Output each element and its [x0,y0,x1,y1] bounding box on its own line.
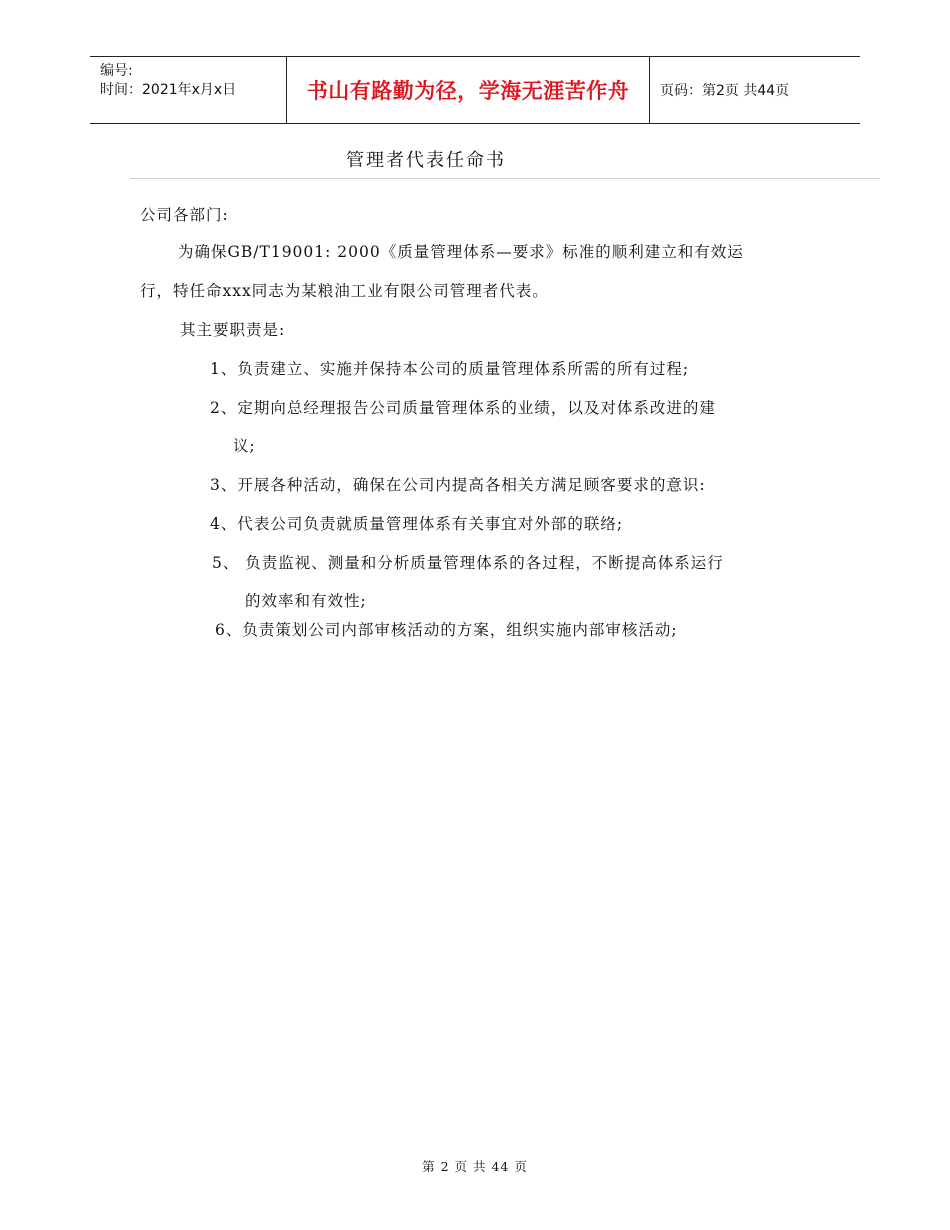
header-meta-cell [90,57,287,123]
duty-item-1: 1、负责建立、实施并保持本公司的质量管理体系所需的所有过程; [210,360,690,378]
duty-item-2-continuation: 议; [233,437,256,455]
intro-paragraph-line-2: 行，特任命xxx同志为某粮油工业有限公司管理者代表。 [140,282,549,300]
page-footer: 第 2 页 共 44 页 [422,1159,528,1174]
document-time-label: 时间：2021年x月x日 [100,82,237,98]
intro-paragraph-line-1: 为确保GB/T19001: 2000《质量管理体系—要求》标准的顺利建立和有效运 [178,243,744,261]
duties-heading: 其主要职责是: [180,321,286,339]
duty-item-5-continuation: 的效率和有效性; [245,592,367,610]
document-title: 管理者代表任命书 [346,150,506,171]
duty-item-6: 6、负责策划公司内部审核活动的方案，组织实施内部审核活动; [215,621,678,639]
header-motto: 书山有路勤为径，学海无涯苦作舟 [287,57,650,123]
header-page-number: 页码：第2页 共44页 [660,83,790,99]
duty-item-4: 4、代表公司负责就质量管理体系有关事宜对外部的联络; [210,515,624,533]
salutation: 公司各部门: [140,206,229,224]
duty-item-5: 5、 负责监视、测量和分析质量管理体系的各过程，不断提高体系运行 [212,554,724,572]
document-number-label: 编号: [100,63,133,79]
duty-item-3: 3、开展各种活动，确保在公司内提高各相关方满足顾客要求的意识: [210,476,706,494]
duty-item-2: 2、定期向总经理报告公司质量管理体系的业绩，以及对体系改进的建 [210,399,716,417]
page-header [90,56,860,124]
title-divider [130,178,880,179]
